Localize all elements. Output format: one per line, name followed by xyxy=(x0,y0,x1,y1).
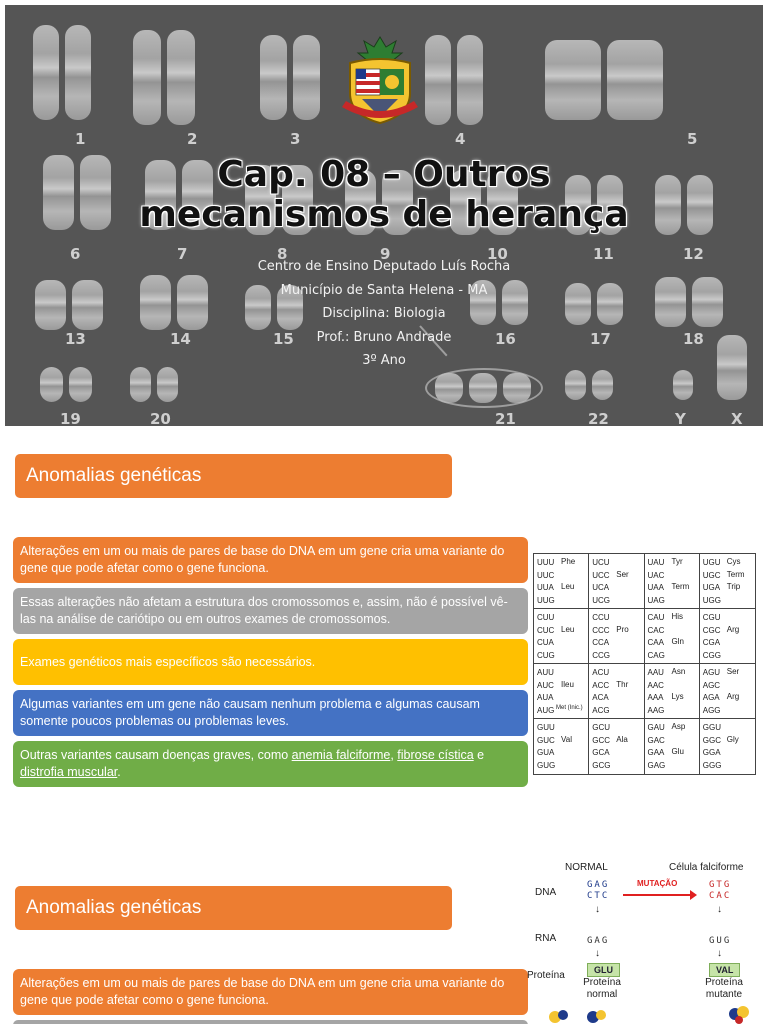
chromosome-shape xyxy=(293,35,320,120)
chromosome-number-label: 7 xyxy=(177,245,188,263)
amino-acid-label: Pro xyxy=(616,624,629,634)
chromosome-shape xyxy=(260,35,287,120)
normal-dna-top: GAG xyxy=(587,880,610,890)
codon: GUA xyxy=(537,748,555,757)
title-slide xyxy=(5,5,763,426)
chromosome-number-label: 12 xyxy=(683,245,704,263)
amino-acid-label: Met (Inic.) xyxy=(556,704,583,711)
amino-acid-label: Gly xyxy=(726,734,739,744)
mutant-dna-bottom: CAC xyxy=(709,891,732,901)
codon: GGA xyxy=(702,748,721,757)
codon: CCU xyxy=(592,613,610,622)
codon-list xyxy=(648,722,666,772)
dna-label: DNA xyxy=(535,887,557,898)
mutant-protein-caption: Proteína mutante xyxy=(705,977,743,1000)
section-header: Anomalias genéticas xyxy=(15,454,452,498)
arrow-down-icon: ↓ xyxy=(717,904,722,915)
amino-acid-label: Arg xyxy=(726,692,740,701)
arrow-down-icon: ↓ xyxy=(595,948,600,959)
codon: UAU xyxy=(647,558,665,567)
amino-acid-label: Ala xyxy=(616,734,628,744)
slide-subtitle xyxy=(5,255,763,373)
codon-cell xyxy=(700,719,755,774)
teacher: Prof.: Bruno Andrade xyxy=(316,329,452,345)
codon: CGU xyxy=(702,613,721,622)
chromosome-number-label: 19 xyxy=(60,410,81,426)
codon: ACU xyxy=(592,668,610,677)
codon-list xyxy=(648,557,665,607)
chromosome-shape xyxy=(457,35,483,125)
codon-list xyxy=(537,667,554,717)
amino-acid-label: Tyr xyxy=(671,557,683,566)
text-sep: e xyxy=(473,748,485,762)
codon: GGG xyxy=(702,760,722,770)
chromosome-shape xyxy=(607,40,663,120)
codon: GCG xyxy=(592,760,611,770)
codon: UAG xyxy=(647,595,665,605)
codon: UGC xyxy=(702,570,721,580)
chromosome-shape xyxy=(33,25,59,120)
amino-acid-label: Leu xyxy=(561,582,575,591)
codon: UCA xyxy=(592,583,610,592)
arrow-down-icon: ↓ xyxy=(595,904,600,915)
chromosome-number-label: 17 xyxy=(590,330,611,348)
info-text: Alterações em um ou mais de pares de base do DNA em um gene cria uma variante do gene que pode afetar como o gene funciona. xyxy=(20,544,505,575)
info-text: Essas alterações não afetam a estrutura dos cromossomos e, assim, não é possível vê-las na análise de cariótipo ou em outros exames de cromossomos. xyxy=(20,595,508,626)
codon: CAG xyxy=(647,650,665,660)
chromosome-shape xyxy=(133,30,161,125)
slide-title xyxy=(5,155,763,235)
mutant-label: Célula falciforme xyxy=(669,862,744,873)
codon: AGC xyxy=(702,680,721,690)
codon-list xyxy=(592,557,610,607)
codon-cell xyxy=(645,719,700,774)
coat-of-arms-logo xyxy=(340,33,420,125)
slide-title-line-2: mecanismos de herança xyxy=(139,194,629,235)
chromosome-shape xyxy=(592,370,613,400)
codon: AUC xyxy=(537,680,554,690)
chromosome-number-label: X xyxy=(731,410,743,426)
chromosome-number-label: 4 xyxy=(455,130,466,148)
info-box-structure-partial xyxy=(13,1020,528,1024)
amino-acid-label: Phe xyxy=(561,557,576,566)
text-suffix: . xyxy=(117,765,121,779)
codon-cell xyxy=(700,664,755,719)
chromosome-shape xyxy=(65,25,91,120)
info-box-exams xyxy=(13,639,528,685)
arrow-down-icon: ↓ xyxy=(717,948,722,959)
link-distrofia-muscular[interactable]: distrofia muscular xyxy=(20,765,118,779)
codon: GAC xyxy=(647,735,665,745)
chromosome-number-label: 5 xyxy=(687,130,698,148)
amino-acid-label: Term xyxy=(726,569,745,579)
codon: GUC xyxy=(537,735,555,745)
codon: GGU xyxy=(702,723,721,732)
codon: CCA xyxy=(592,638,610,647)
codon: AAA xyxy=(647,693,664,702)
chromosome-number-label: 15 xyxy=(273,330,294,348)
info-box-structure xyxy=(13,588,528,634)
amino-acid-label: Trip xyxy=(726,582,741,591)
codon-cell xyxy=(589,664,644,719)
amino-acid-label: Lys xyxy=(671,692,684,701)
amino-acid-label: Glu xyxy=(671,747,684,756)
chromosome-number-label: 20 xyxy=(150,410,171,426)
chromosome-number-label: 10 xyxy=(487,245,508,263)
amino-acid-label: Cys xyxy=(726,557,741,566)
codon: CAC xyxy=(647,625,665,635)
normal-protein-icon xyxy=(543,1005,613,1024)
codon: GGC xyxy=(702,735,721,745)
codon: UUC xyxy=(537,570,555,580)
normal-amino-acid: GLU xyxy=(587,963,620,977)
codon: UUA xyxy=(537,583,554,592)
codon-list xyxy=(703,667,721,717)
discipline: Disciplina: Biologia xyxy=(322,306,446,321)
mutant-protein-icon xyxy=(723,1002,763,1024)
codon: ACG xyxy=(592,705,610,715)
codon: AGA xyxy=(702,693,720,702)
info-text: Algumas variantes em um gene não causam nenhum problema e algumas causam somente poucos problemas ou problemas leves. xyxy=(20,697,480,728)
codon-cell xyxy=(700,554,755,609)
chromosome-number-label: Y xyxy=(675,410,686,426)
normal-protein-caption: Proteína normal xyxy=(583,977,621,1000)
codon: CCC xyxy=(592,625,610,635)
info-box-variant xyxy=(13,969,528,1015)
chromosome-number-label: 9 xyxy=(380,245,391,263)
codon-list xyxy=(537,722,555,772)
codon: AAC xyxy=(647,680,664,690)
codon: GAG xyxy=(647,760,666,770)
amino-acid-label: Gln xyxy=(671,637,684,646)
codon: UGG xyxy=(702,595,721,605)
trisomy-21-highlight xyxy=(425,368,543,408)
codon-list xyxy=(648,612,665,662)
info-box-mild xyxy=(13,690,528,736)
codon-cell xyxy=(534,554,589,609)
codon-cell xyxy=(645,664,700,719)
codon-list xyxy=(703,612,721,662)
amino-acid-label: Term xyxy=(671,582,690,591)
codon-cell xyxy=(589,719,644,774)
mutation-label: MUTAÇÃO xyxy=(637,879,678,888)
codon-cell xyxy=(645,554,700,609)
codon: AAG xyxy=(647,705,665,715)
chromosome-number-label: 8 xyxy=(277,245,288,263)
amino-acid-label: Ser xyxy=(616,569,629,579)
section-header: Anomalias genéticas xyxy=(15,886,452,930)
codon: ACA xyxy=(592,693,609,702)
normal-dna-bottom: CTC xyxy=(587,891,610,901)
amino-acid-label: Leu xyxy=(561,624,575,634)
codon: UAA xyxy=(647,583,664,592)
codon: GCA xyxy=(592,748,610,757)
info-text: Alterações em um ou mais de pares de base do DNA em um gene cria uma variante do gene que pode afetar como o gene funciona. xyxy=(20,976,505,1007)
chromosome-number-label: 16 xyxy=(495,330,516,348)
codon: CAU xyxy=(647,613,665,622)
codon-list xyxy=(703,722,722,772)
chromosome-shape xyxy=(565,370,586,400)
codon-list xyxy=(537,612,555,662)
codon: CGG xyxy=(702,650,721,660)
codon: GUG xyxy=(537,760,556,770)
codon: GAU xyxy=(647,723,665,732)
amino-acid-label: His xyxy=(671,612,684,621)
info-text: Exames genéticos mais específicos são necessários. xyxy=(20,654,316,669)
codon: AGU xyxy=(702,668,721,677)
amino-acid-label: Arg xyxy=(726,624,740,634)
codon: UAC xyxy=(647,570,665,580)
chromosome-number-label: 22 xyxy=(588,410,609,426)
protein-label: Proteína xyxy=(527,970,565,981)
info-box-variant xyxy=(13,537,528,583)
codon: CUU xyxy=(537,613,555,622)
codon: UUG xyxy=(537,595,555,605)
codon-list xyxy=(592,612,610,662)
codon: GCU xyxy=(592,723,611,732)
amino-acid-label: Ser xyxy=(726,667,740,676)
codon: GAA xyxy=(647,748,665,757)
chromosome-number-label: 1 xyxy=(75,130,86,148)
codon: UCG xyxy=(592,595,611,605)
info-box-diseases xyxy=(13,741,528,787)
mutation-arrow-icon xyxy=(623,894,691,896)
rna-label: RNA xyxy=(535,933,557,944)
chromosome-number-label: 6 xyxy=(70,245,81,263)
mutant-amino-acid: VAL xyxy=(709,963,740,977)
codon: AUU xyxy=(537,668,554,677)
codon: UCC xyxy=(592,570,610,580)
grade: 3º Ano xyxy=(362,353,406,368)
codon: CUA xyxy=(537,638,554,647)
codon: CCG xyxy=(592,650,611,660)
codon-list xyxy=(592,722,610,772)
codon: CUC xyxy=(537,625,555,635)
chromosome-number-label: 3 xyxy=(290,130,301,148)
codon: UCU xyxy=(592,558,610,567)
codon-list xyxy=(592,667,609,717)
codon: GCC xyxy=(592,735,611,745)
codon-cell xyxy=(700,609,755,664)
link-anemia-falciforme[interactable]: anemia falciforme xyxy=(291,748,391,762)
normal-label: NORMAL xyxy=(565,862,608,873)
chromosome-shape xyxy=(425,35,451,125)
codon-cell xyxy=(534,664,589,719)
codon: UGU xyxy=(702,558,721,567)
codon-cell xyxy=(589,609,644,664)
codon: AUA xyxy=(537,693,554,702)
amino-acid-label: Asn xyxy=(671,667,686,676)
chromosome-shape xyxy=(167,30,195,125)
codon-list xyxy=(537,557,555,607)
codon: UGA xyxy=(702,583,721,592)
mutant-rna: GUG xyxy=(709,936,732,946)
codon: AUG xyxy=(537,705,555,715)
codon: CUG xyxy=(537,650,555,660)
chromosome-number-label: 21 xyxy=(495,410,516,426)
amino-acid-label: Asp xyxy=(671,722,686,731)
chromosome-number-label: 2 xyxy=(187,130,198,148)
codon: AAU xyxy=(647,668,664,677)
codon-cell xyxy=(645,609,700,664)
codon: UUU xyxy=(537,558,555,567)
school-name: Centro de Ensino Deputado Luís Rocha xyxy=(257,259,511,274)
codon: CGC xyxy=(702,625,721,635)
codon-cell xyxy=(534,719,589,774)
municipality: Município de Santa Helena - MA xyxy=(280,282,488,298)
codon: GUU xyxy=(537,723,555,732)
info-text xyxy=(20,747,521,781)
mutant-dna-top: GTG xyxy=(709,880,732,890)
codon-cell xyxy=(589,554,644,609)
chromosome-shape xyxy=(545,40,601,120)
genetic-code-table xyxy=(533,553,756,775)
chromosome-number-label: 11 xyxy=(593,245,614,263)
codon-list xyxy=(648,667,665,717)
amino-acid-label: Thr xyxy=(616,679,629,689)
amino-acid-label: Ileu xyxy=(561,679,574,689)
chromosome-number-label: 13 xyxy=(65,330,86,348)
chromosome-number-label: 18 xyxy=(683,330,704,348)
codon-list xyxy=(703,557,721,607)
codon: CGA xyxy=(702,638,721,647)
text-prefix: Outras variantes causam doenças graves, como xyxy=(20,748,292,762)
chromosome-number-label: 14 xyxy=(170,330,191,348)
amino-acid-label: Val xyxy=(561,734,572,744)
slide-title-line-1: Cap. 08 – Outros xyxy=(217,154,551,195)
codon: CAA xyxy=(647,638,664,647)
chromosome-shape xyxy=(673,370,693,400)
sickle-cell-mutation-diagram xyxy=(525,860,765,1024)
link-fibrose-cistica[interactable]: fibrose cística xyxy=(397,748,474,762)
text-sep: , xyxy=(390,748,398,762)
normal-rna: GAG xyxy=(587,936,610,946)
codon: ACC xyxy=(592,680,610,690)
codon-cell xyxy=(534,609,589,664)
codon: AGG xyxy=(702,705,721,715)
